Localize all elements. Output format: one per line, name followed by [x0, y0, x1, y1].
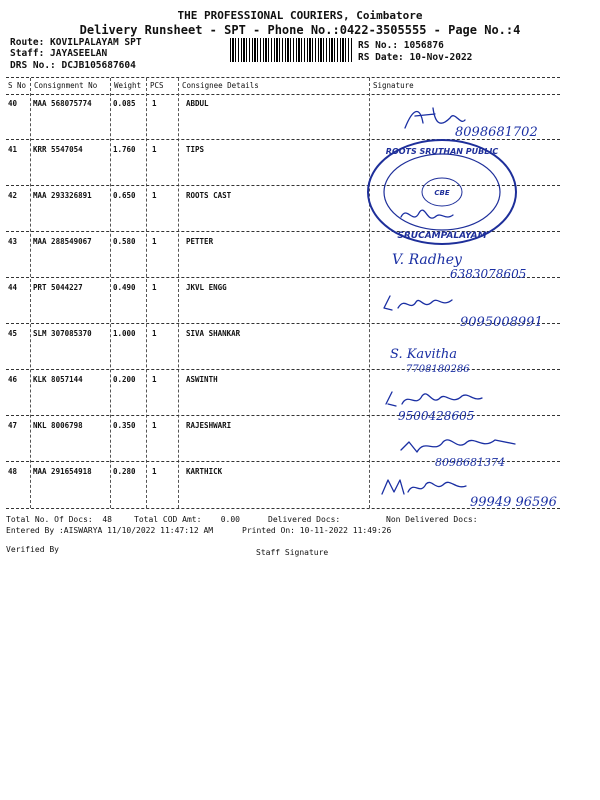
row-sno: 48 — [8, 467, 18, 476]
row-pcs: 1 — [152, 283, 157, 292]
row-consignment: SLM 307085370 — [33, 329, 92, 338]
row-consignee: JKVL ENGG — [186, 283, 227, 292]
runsheet-subtitle: Delivery Runsheet - SPT - Phone No.:0422-3505555 - Page No.:4 — [79, 23, 521, 37]
row-sno: 40 — [8, 99, 18, 108]
row-weight: 0.650 — [113, 191, 136, 200]
signature-44 — [380, 288, 570, 330]
rs-date: RS Date: 10-Nov-2022 — [358, 52, 473, 63]
signature-phone: 6383078605 — [450, 267, 527, 281]
signature-42 — [395, 195, 465, 235]
rs-number: RS No.: 1056876 — [358, 40, 444, 51]
row-weight: 0.200 — [113, 375, 136, 384]
signature-43 — [390, 240, 570, 282]
stamp-bottom-text: SRUCAMPALAYAM — [397, 231, 487, 241]
total-cod: Total COD Amt: 0.00 — [134, 515, 240, 524]
header-rule-top — [6, 77, 560, 78]
signature-47 — [395, 428, 565, 470]
entered-by: Entered By :AISWARYA 11/10/2022 11:47:12 AM — [6, 526, 214, 535]
header-rule-bottom — [6, 94, 560, 95]
verified-by: Verified By — [6, 545, 59, 554]
signature-phone: 7708180286 — [406, 364, 470, 375]
route-label: Route: KOVILPALAYAM SPT — [10, 37, 142, 48]
column-divider — [146, 78, 147, 508]
row-weight: 1.760 — [113, 145, 136, 154]
signature-46 — [382, 382, 562, 424]
row-weight: 0.085 — [113, 99, 136, 108]
drs-number: DRS No.: DCJB105687604 — [10, 60, 136, 71]
row-sno: 44 — [8, 283, 18, 292]
row-pcs: 1 — [152, 375, 157, 384]
signature-name: S. Kavitha — [390, 347, 458, 362]
column-divider — [178, 78, 179, 508]
column-divider — [110, 78, 111, 508]
row-consignment: MAA 291654918 — [33, 467, 92, 476]
col-consignment: Consignment No — [34, 81, 98, 90]
signature-name: V. Radhey — [392, 252, 462, 268]
signature-40 — [395, 98, 565, 143]
row-consignee: TIPS — [186, 145, 205, 154]
row-pcs: 1 — [152, 191, 157, 200]
row-consignment: NKL 8006798 — [33, 421, 83, 430]
non-delivered-docs: Non Delivered Docs: — [386, 515, 478, 524]
row-sno: 43 — [8, 237, 18, 246]
signature-phone: 9095008991 — [460, 315, 543, 330]
row-weight: 0.350 — [113, 421, 136, 430]
staff-label: Staff: JAYASEELAN — [10, 48, 108, 59]
col-signature: Signature — [373, 81, 414, 90]
row-pcs: 1 — [152, 421, 157, 430]
row-consignment: MAA 568075774 — [33, 99, 92, 108]
delivered-docs: Delivered Docs: — [268, 515, 341, 524]
row-sno: 47 — [8, 421, 18, 430]
row-weight: 0.490 — [113, 283, 136, 292]
signature-phone: 8098681374 — [435, 456, 505, 469]
signature-phone: 99949 96596 — [470, 495, 557, 510]
signature-phone: 8098681702 — [455, 125, 538, 140]
total-docs: Total No. Of Docs: 48 — [6, 515, 112, 524]
row-consignment: KRR 5547054 — [33, 145, 83, 154]
col-pcs: PCS — [150, 81, 164, 90]
row-pcs: 1 — [152, 99, 157, 108]
row-consignment: KLK 8057144 — [33, 375, 83, 384]
row-consignee: RAJESHWARI — [186, 421, 232, 430]
row-weight: 0.280 — [113, 467, 136, 476]
row-pcs: 1 — [152, 329, 157, 338]
row-consignment: PRT 5044227 — [33, 283, 83, 292]
row-pcs: 1 — [152, 145, 157, 154]
row-consignee: PETTER — [186, 237, 214, 246]
stamp-top-text: ROOTS SRUTHAN PUBLIC — [385, 147, 499, 156]
row-sno: 45 — [8, 329, 18, 338]
row-pcs: 1 — [152, 467, 157, 476]
page-title: THE PROFESSIONAL COURIERS, Coimbatore — [177, 9, 423, 22]
row-consignment: MAA 288549067 — [33, 237, 92, 246]
signature-48 — [378, 470, 568, 512]
row-consignee: KARTHICK — [186, 467, 223, 476]
row-consignee: ABDUL — [186, 99, 209, 108]
col-consignee: Consignee Details — [182, 81, 259, 90]
row-consignment: MAA 293326891 — [33, 191, 92, 200]
signature-phone: 9500428605 — [398, 409, 475, 423]
row-weight: 0.580 — [113, 237, 136, 246]
col-sno: S No — [8, 81, 27, 90]
row-sno: 41 — [8, 145, 18, 154]
printed-on: Printed On: 10-11-2022 11:49:26 — [242, 526, 392, 535]
row-consignee: SIVA SHANKAR — [186, 329, 241, 338]
row-sno: 42 — [8, 191, 18, 200]
row-sno: 46 — [8, 375, 18, 384]
stamp-center-text: CBE — [434, 189, 450, 197]
signature-45 — [386, 336, 566, 376]
col-weight: Weight — [114, 81, 142, 90]
row-pcs: 1 — [152, 237, 157, 246]
row-weight: 1.000 — [113, 329, 136, 338]
barcode — [230, 38, 352, 62]
staff-signature: Staff Signature — [256, 548, 329, 557]
row-consignee: ASWINTH — [186, 375, 218, 384]
row-consignee: ROOTS CAST — [186, 191, 232, 200]
column-divider — [30, 78, 31, 508]
